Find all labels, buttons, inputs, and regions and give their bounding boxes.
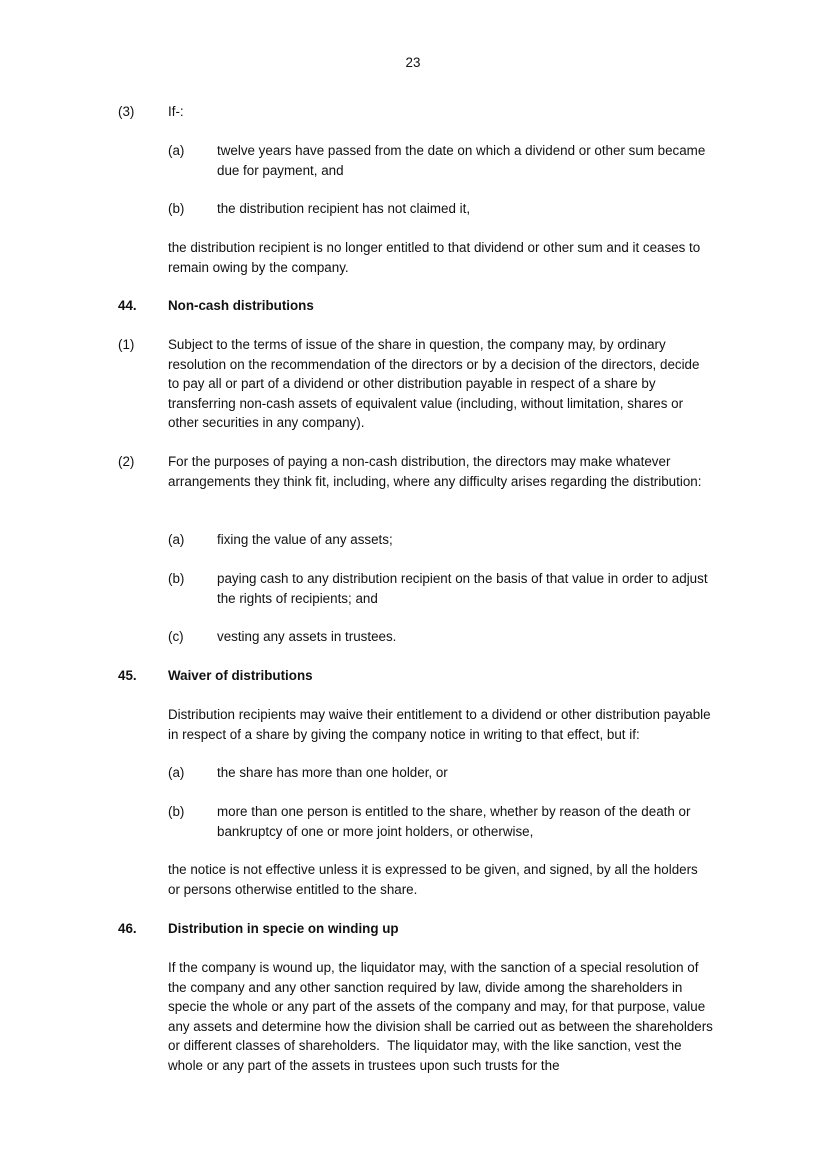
article-46-text: If the company is wound up, the liquidator may, with the sanction of a special resolution of the company and any other sanction required by law, divide among the shareholders in specie the whole or any part of the assets of the company and may, for that purpose, value any assets and determine how the division shall be carried out as between the shareholders or different classes of shareholders. The liquidator may, with the like sanction, vest the whole or any part of the assets in trustees upon such trusts for the [168, 960, 717, 1073]
clause-3-intro: If-: [168, 104, 184, 119]
article-44-number: 44. [118, 298, 137, 313]
article-46-heading: Distribution in specie on winding up [168, 921, 399, 936]
article-44-item-a-label: (a) [168, 532, 185, 547]
article-44-para-1-number: (1) [118, 337, 135, 352]
article-44-item-b-text: paying cash to any distribution recipient on the basis of that value in order to adjust the rights of recipients; and [217, 571, 708, 606]
article-44-para-2-text: For the purposes of paying a non-cash distribution, the directors may make whatever arrangements they think fit, including, where any difficulty arises regarding the distribution: [168, 454, 702, 489]
article-44-para-1-text: Subject to the terms of issue of the share in question, the company may, by ordinary resolution on the recommendation of the directors or by a decision of the directors, decide to pay all or part of a dividend or other distribution payable in respect of a share by transferring non-cash assets of equivalent value (including, without limitation, shares or other securities in any company). [168, 337, 700, 430]
article-44-item-a-text: fixing the value of any assets; [217, 532, 393, 547]
clause-3-conclusion: the distribution recipient is no longer entitled to that dividend or other sum and it ceases to remain owing by the company. [168, 240, 701, 275]
article-44-para-2-number: (2) [118, 454, 135, 469]
clause-3-number: (3) [118, 104, 135, 119]
article-44-item-c-text: vesting any assets in trustees. [217, 629, 397, 644]
article-44-item-b-label: (b) [168, 571, 185, 586]
article-44-heading: Non-cash distributions [168, 298, 314, 313]
article-45-text: Distribution recipients may waive their entitlement to a dividend or other distribution payable in respect of a share by giving the company notice in writing to that effect, but if: [168, 707, 711, 742]
clause-3-item-b-label: (b) [168, 201, 185, 216]
clause-3-item-a-label: (a) [168, 143, 185, 158]
article-45-item-b-text: more than one person is entitled to the share, whether by reason of the death or bankruptcy of one or more joint holders, or otherwise, [217, 804, 691, 839]
article-45-item-a-label: (a) [168, 765, 185, 780]
page-number: 23 [405, 55, 421, 70]
clause-3-item-b-text: the distribution recipient has not claimed it, [217, 201, 471, 216]
article-45-item-b-label: (b) [168, 804, 185, 819]
article-45-number: 45. [118, 668, 137, 683]
article-45-heading: Waiver of distributions [168, 668, 313, 683]
article-45-item-a-text: the share has more than one holder, or [217, 765, 448, 780]
clause-3-item-a-text: twelve years have passed from the date on which a dividend or other sum became due for payment, and [217, 143, 706, 178]
article-46-number: 46. [118, 921, 137, 936]
article-44-item-c-label: (c) [168, 629, 184, 644]
article-45-conclusion: the notice is not effective unless it is expressed to be given, and signed, by all the holders or persons otherwise entitled to the share. [168, 862, 698, 897]
